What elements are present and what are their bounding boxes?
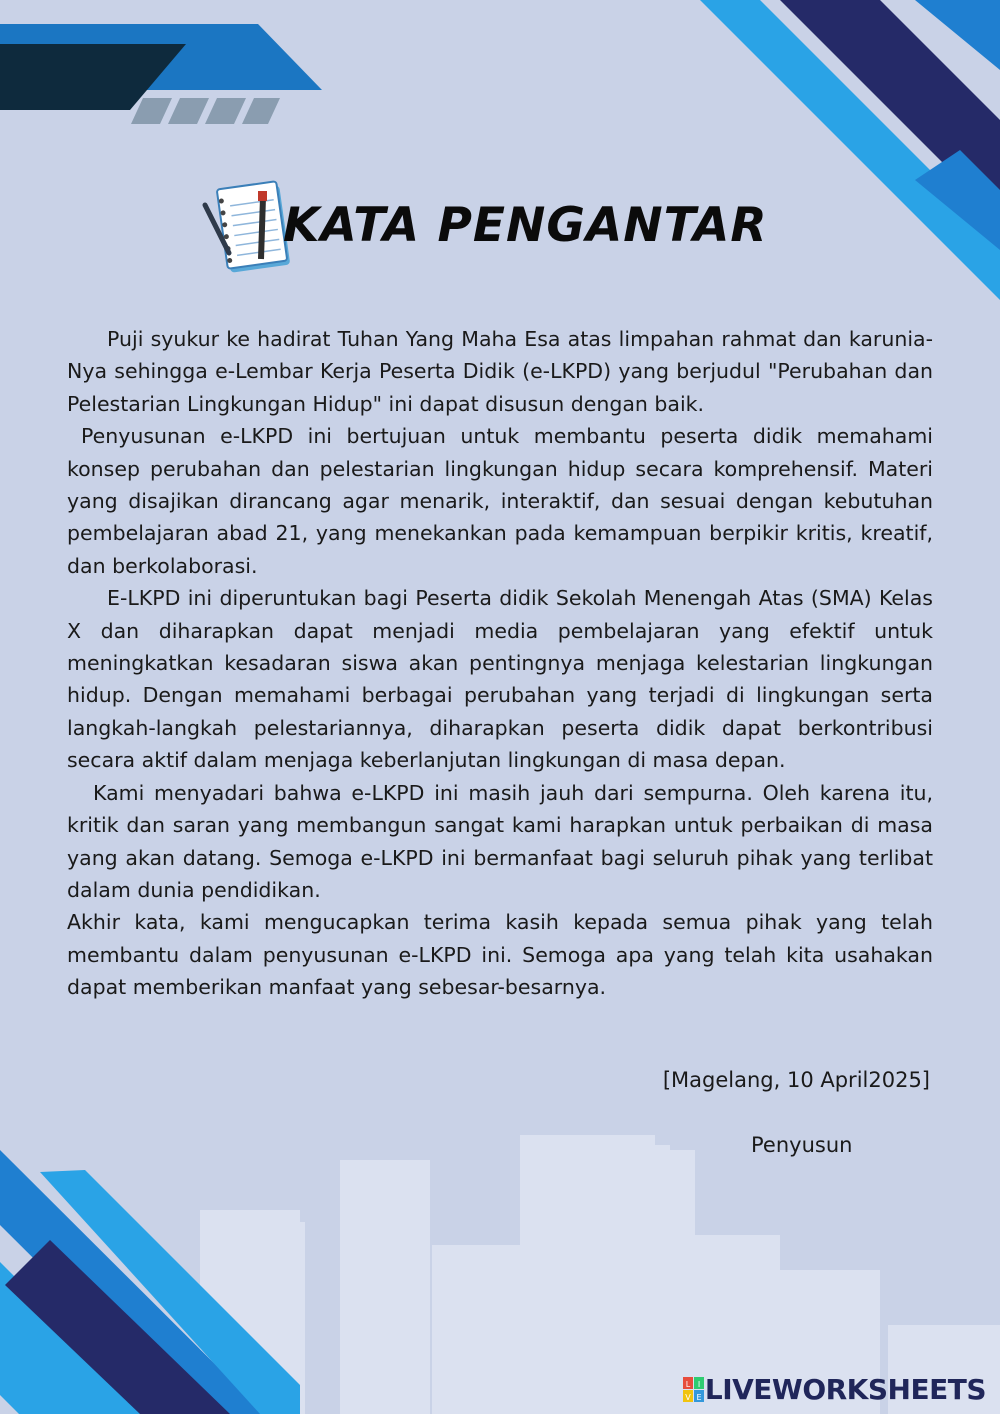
paragraph-1-text: Puji syukur ke hadirat Tuhan Yang Maha Esa atas limpahan rahmat dan karunia-Nya sehingga e-Lembar Kerja Peserta Didik (e-LKPD) yang berjudul "Perubahan dan Pelestarian Lingkungan Hidup" ini dapat disusun dengan baik. xyxy=(67,327,933,416)
liveworksheets-brand[interactable] xyxy=(683,1373,986,1406)
brand-name: LIVEWORKSHEETS xyxy=(704,1373,986,1406)
logo-letter: V xyxy=(685,1392,691,1402)
paragraph-3-text: E-LKPD ini diperuntukan bagi Peserta didik Sekolah Menengah Atas (SMA) Kelas X dan diharapkan dapat menjadi media pembelajaran yang efektif untuk meningkatkan kesadaran siswa akan pentingnya menjaga kelestarian lingkungan hidup. Dengan memahami berbagai perubahan yang terjadi di lingkungan serta langkah-langkah pelestariannya, diharapkan peserta didik dapat berkontribusi secara aktif dalam menjaga keberlanjutan lingkungan di masa depan. xyxy=(67,586,933,773)
signer: Penyusun xyxy=(751,1133,853,1157)
logo-letter: I xyxy=(697,1379,701,1389)
paragraph-5 xyxy=(67,906,933,1003)
foreword-body xyxy=(67,323,933,1004)
paragraph-2 xyxy=(67,420,933,582)
paragraph-2-text: Penyusunan e-LKPD ini bertujuan untuk membantu peserta didik memahami konsep perubahan dan pelestarian lingkungan hidup secara komprehensif. Materi yang disajikan dirancang agar menarik, interaktif, dan sesuai dengan kebutuhan pembelajaran abad 21, yang menekankan pada kemampuan berpikir kritis, kreatif, dan berkolaborasi. xyxy=(67,424,933,578)
top-left-banner xyxy=(0,24,322,124)
logo-letter: L xyxy=(685,1379,691,1389)
notebook-pencil-icon xyxy=(195,175,295,275)
paragraph-5-text: Akhir kata, kami mengucapkan terima kasih kepada semua pihak yang telah membantu dalam penyusunan e-LKPD ini. Semoga apa yang telah kita usahakan dapat memberikan manfaat yang sebesar-besarnya. xyxy=(67,910,933,1000)
logo-letter: E xyxy=(696,1392,702,1402)
page-title: KATA PENGANTAR xyxy=(283,197,768,253)
paragraph-4 xyxy=(67,777,933,907)
title-row xyxy=(195,175,768,275)
paragraph-1 xyxy=(67,323,933,420)
paragraph-3 xyxy=(67,582,933,776)
place-date: [Magelang, 10 April2025] xyxy=(662,1068,930,1092)
liveworksheets-logo-icon xyxy=(683,1377,705,1403)
paragraph-4-text: Kami menyadari bahwa e-LKPD ini masih jauh dari sempurna. Oleh karena itu, kritik dan saran yang membangun sangat kami harapkan untuk perbaikan di masa yang akan datang. Semoga e-LKPD ini bermanfaat bagi seluruh pihak yang terlibat dalam dunia pendidikan. xyxy=(67,780,933,902)
